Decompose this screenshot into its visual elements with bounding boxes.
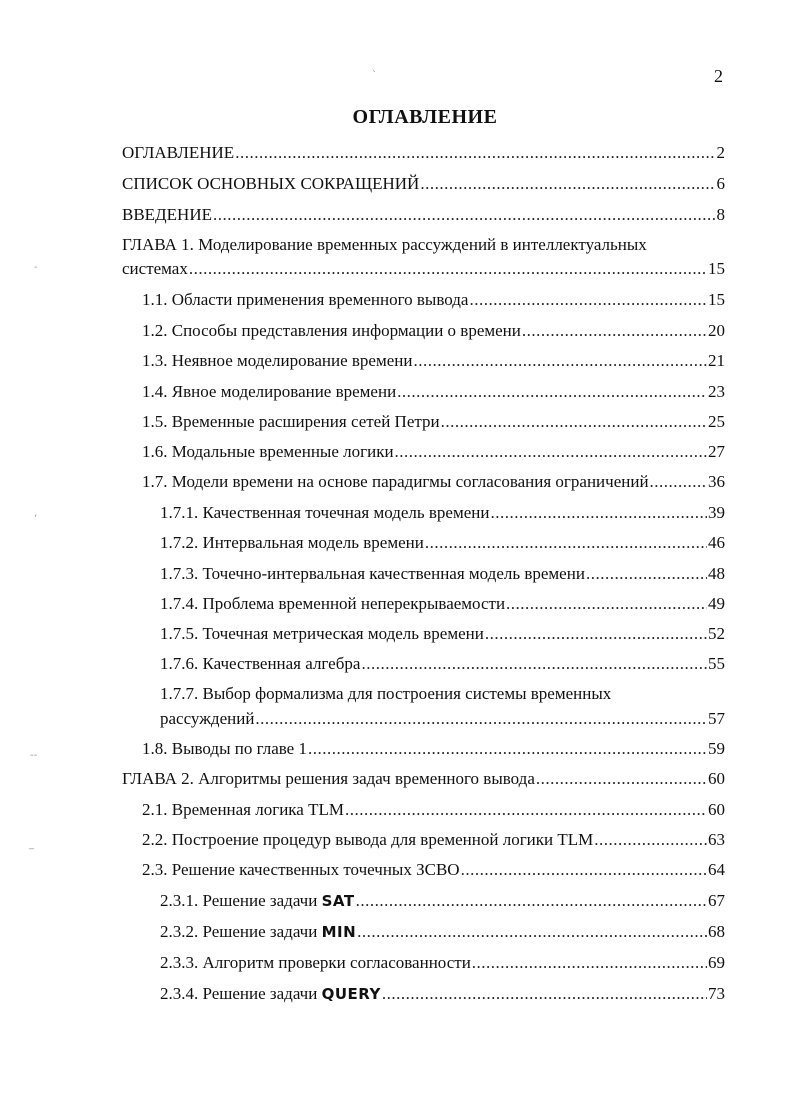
toc-leader [357, 922, 707, 942]
toc-entry[interactable] [122, 143, 725, 163]
toc-leader [255, 709, 707, 729]
toc-leader [189, 259, 707, 279]
toc-leader [345, 800, 707, 820]
toc-entry-label: 1.4. Явное моделирование времени [142, 382, 397, 401]
toc-entry-label: 2.3.1. Решение задачи SAT [160, 891, 355, 910]
toc-entry-label: ГЛАВА 2. Алгоритмы решения задач временного вывода [122, 769, 535, 788]
toc-entry-page: 59 [708, 739, 725, 758]
toc-entry-page: 15 [708, 259, 725, 278]
toc-entry-label: ОГЛАВЛЕНИЕ [122, 143, 235, 162]
term-query: QUERY [321, 985, 381, 1003]
toc-leader [536, 769, 707, 789]
toc-leader [490, 503, 707, 523]
toc-entry-label: 1.7.2. Интервальная модель времени [160, 533, 424, 552]
toc-entry-page: 2 [716, 143, 725, 162]
toc-entry-page: 20 [708, 321, 725, 340]
toc-entry-label: 1.3. Неявное моделирование времени [142, 351, 413, 370]
toc-entry[interactable] [142, 442, 725, 462]
toc-leader [594, 830, 707, 850]
toc-entry-line1[interactable]: 1.7.7. Выбор формализма для построения системы временных [160, 684, 612, 703]
toc-entry[interactable] [160, 984, 725, 1004]
toc-entry[interactable] [142, 860, 725, 880]
toc-entry-label: 2.3.3. Алгоритм проверки согласованности [160, 953, 471, 972]
toc-entry-page: 46 [708, 533, 725, 552]
toc-leader [441, 412, 707, 432]
toc-entry[interactable] [160, 922, 725, 942]
toc-leader [397, 382, 707, 402]
toc-entry[interactable] [142, 412, 725, 432]
toc-entry[interactable] [160, 709, 725, 729]
toc-leader [469, 290, 707, 310]
toc-entry[interactable] [142, 290, 725, 310]
toc-entry-page: 52 [708, 624, 725, 643]
toc-entry-label: 1.7.1. Качественная точечная модель времени [160, 503, 490, 522]
toc-entry-page: 60 [708, 800, 725, 819]
toc-entry-label: 2.2. Построение процедур вывода для временной логики TLM [142, 830, 594, 849]
toc-entry-label: 1.7.5. Точечная метрическая модель времени [160, 624, 484, 643]
toc-leader [485, 624, 707, 644]
toc-leader [522, 321, 707, 341]
toc-entry[interactable] [142, 830, 725, 850]
toc-leader [425, 533, 707, 553]
toc-entry[interactable] [160, 564, 725, 584]
scan-mark: -- [30, 750, 38, 761]
toc-leader [395, 442, 707, 462]
toc-entry-label: рассуждений [160, 709, 255, 728]
toc-entry[interactable] [160, 594, 725, 614]
toc-leader [382, 984, 707, 1004]
toc-entry[interactable] [160, 953, 725, 973]
term-min: MIN [321, 923, 357, 941]
toc-entry-page: 15 [708, 290, 725, 309]
toc-entry-label: 1.7.3. Точечно-интервальная качественная модель времени [160, 564, 585, 583]
toc-entry-label: 2.1. Временная логика TLM [142, 800, 344, 819]
toc-entry[interactable] [142, 472, 725, 492]
scan-mark: ‚ [34, 508, 38, 519]
toc-entry-page: 39 [708, 503, 725, 522]
toc-entry-page: 60 [708, 769, 725, 788]
toc-entry-page: 73 [708, 984, 725, 1003]
toc-entry-label: 2.3.2. Решение задачи MIN [160, 922, 357, 941]
toc-entry[interactable] [160, 891, 725, 911]
toc-entry-label: 1.7.4. Проблема временной неперекрываемости [160, 594, 506, 613]
toc-entry-label: 2.3.4. Решение задачи QUERY [160, 984, 381, 1003]
toc-leader [356, 891, 707, 911]
toc-leader [506, 594, 707, 614]
toc-entry-line1[interactable]: ГЛАВА 1. Моделирование временных рассуждений в интеллектуальных [122, 235, 647, 254]
term-sat: SAT [321, 892, 355, 910]
toc-entry-page: 55 [708, 654, 725, 673]
toc-entry-label: 1.7. Модели времени на основе парадигмы согласования ограничений [142, 472, 649, 491]
toc-entry[interactable] [122, 174, 725, 194]
toc-leader [361, 654, 707, 674]
toc-entry[interactable] [142, 739, 725, 759]
toc-entry[interactable] [122, 769, 725, 789]
toc-entry-page: 27 [708, 442, 725, 461]
toc-entry[interactable] [160, 503, 725, 523]
toc-leader [308, 739, 707, 759]
toc-leader [213, 205, 716, 225]
toc-entry-label: СПИСОК ОСНОВНЫХ СОКРАЩЕНИЙ [122, 174, 420, 193]
toc-entry-label: 1.7.6. Качественная алгебра [160, 654, 361, 673]
toc-entry-page: 63 [708, 830, 725, 849]
toc-leader [235, 143, 715, 163]
toc-entry-label: 1.6. Модальные временные логики [142, 442, 394, 461]
toc-entry[interactable] [122, 205, 725, 225]
toc-entry-page: 69 [708, 953, 725, 972]
scan-mark: ` [372, 70, 377, 81]
toc-leader [650, 472, 707, 492]
toc-entry[interactable] [142, 382, 725, 402]
toc-entry-label: 1.1. Области применения временного вывода [142, 290, 469, 309]
toc-entry[interactable] [142, 800, 725, 820]
toc-leader [472, 953, 707, 973]
toc-leader [420, 174, 715, 194]
toc-entry-page: 49 [708, 594, 725, 613]
toc-entry-label: 1.5. Временные расширения сетей Петри [142, 412, 440, 431]
toc-entry-page: 68 [708, 922, 725, 941]
toc-leader [461, 860, 707, 880]
page-number: 2 [714, 66, 723, 86]
toc-entry-page: 25 [708, 412, 725, 431]
toc-entry-label: 1.2. Способы представления информации о времени [142, 321, 521, 340]
toc-entry-page: 57 [708, 709, 725, 728]
toc-entry-label: ВВЕДЕНИЕ [122, 205, 212, 224]
toc-entry-page: 6 [716, 174, 725, 193]
toc-entry-page: 8 [716, 205, 725, 224]
toc-entry[interactable] [160, 654, 725, 674]
toc-leader [586, 564, 707, 584]
toc-entry-page: 64 [708, 860, 725, 879]
toc-entry[interactable] [122, 259, 725, 279]
toc-title: ОГЛАВЛЕНИЕ [352, 106, 498, 128]
toc-entry[interactable] [160, 533, 725, 553]
scan-mark: - [34, 262, 38, 273]
toc-entry[interactable] [142, 351, 725, 371]
toc-entry-page: 67 [708, 891, 725, 910]
toc-entry-label: 1.8. Выводы по главе 1 [142, 739, 307, 758]
toc-entry-label: системах [122, 259, 188, 278]
toc-entry-page: 23 [708, 382, 725, 401]
toc-entry-page: 36 [708, 472, 725, 491]
toc-entry[interactable] [160, 624, 725, 644]
toc-entry-label: 2.3. Решение качественных точечных ЗСВО [142, 860, 460, 879]
toc-entry-page: 21 [708, 351, 725, 370]
toc-entry-page: 48 [708, 564, 725, 583]
toc-entry[interactable] [142, 321, 725, 341]
toc-leader [413, 351, 707, 371]
